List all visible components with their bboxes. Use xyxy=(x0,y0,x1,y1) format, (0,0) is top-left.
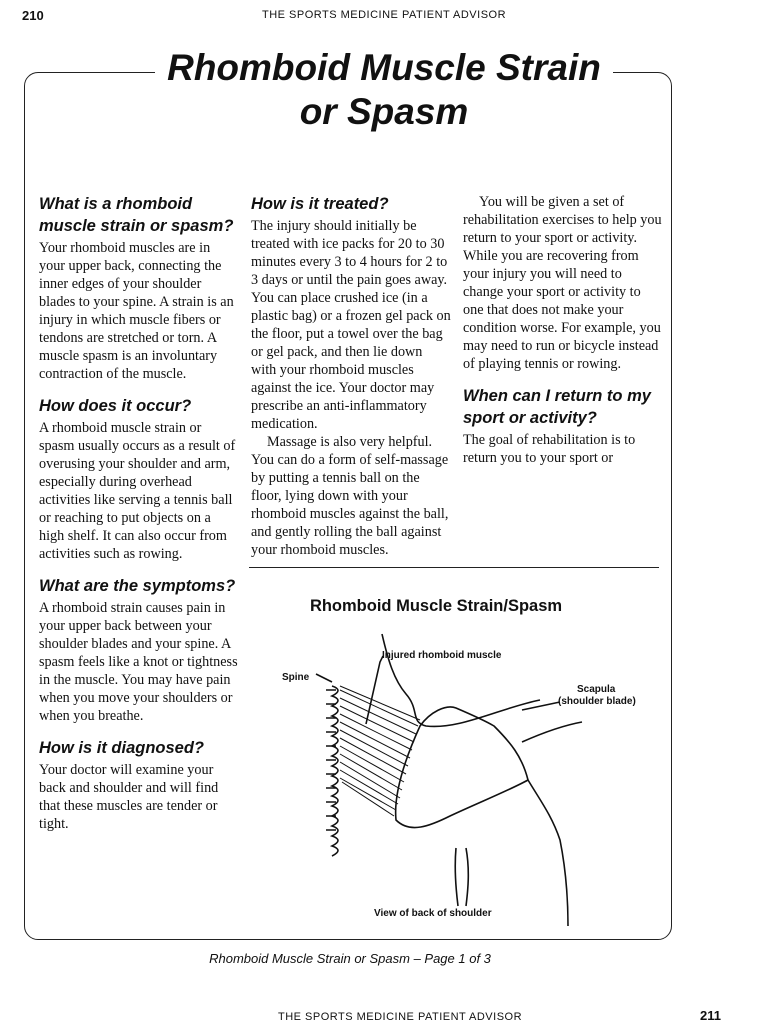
label-scapula: Scapula xyxy=(577,684,616,695)
title-line-1: Rhomboid Muscle Strain xyxy=(155,47,613,88)
column-1 xyxy=(39,193,239,833)
body-treated-2: Massage is also very helpful. You can do a form of self-massage by putting a tennis ball on the floor, lying down with your rhomboid muscles against the ball, and gently rolling the ball against your rhomboid muscles. xyxy=(251,434,449,558)
body-treated-1: The injury should initially be treated with ice packs for 20 to 30 minutes every 3 to 4 hours for 2 to 3 days or until the pain goes away. You can place crushed ice (in a plastic bag) or a frozen gel pack on the floor, put a towel over the bag or gel pack, and then lie down with your rhomboid muscles against the ice. Your doctor may prescribe an anti-inflammatory medication. xyxy=(251,218,451,432)
heading-how-treated: How is it treated? xyxy=(251,195,389,213)
figure-divider xyxy=(249,567,659,568)
label-spine: Spine xyxy=(282,672,310,683)
body-treated-3: You will be given a set of rehabilitation exercises to help you return to your sport or activity. While you are recovering from your injury you will need to change your sport or activity to one that does not make your condition worse. For example, you may need to run or bicycle instead of playing tennis or rowing. xyxy=(463,194,662,372)
heading-diagnosed: How is it diagnosed? xyxy=(39,739,205,757)
body-what-is: Your rhomboid muscles are in your upper back, connecting the inner edges of your shoulder blades to your spine. A strain is an injury in which muscle fibers or tendons are stretched or torn. A muscle spasm is an involuntary contraction of the muscle. xyxy=(39,240,234,382)
humerus xyxy=(528,780,568,926)
rhomboid-fibers xyxy=(340,686,420,816)
running-head-bottom: THE SPORTS MEDICINE PATIENT ADVISOR xyxy=(277,1011,523,1023)
page-number-bottom: 211 xyxy=(700,1008,721,1023)
body-symptoms: A rhomboid strain causes pain in your upper back between your shoulder blades and your spine. A spasm feels like a knot or tightness in the muscle. You may have pain when you move your shoulders or when you breathe. xyxy=(39,600,238,724)
heading-return: When can I return to my sport or activity? xyxy=(463,387,651,427)
heading-symptoms: What are the symptoms? xyxy=(39,577,236,595)
column-3 xyxy=(463,193,663,467)
shoulder-illustration xyxy=(270,630,660,930)
label-injured-muscle: Injured rhomboid muscle xyxy=(382,650,502,661)
body-diagnosed: Your doctor will examine your back and shoulder and will find that these muscles are tender or tight. xyxy=(39,762,219,832)
body-return: The goal of rehabilitation is to return you to your sport or xyxy=(463,432,636,466)
page-title xyxy=(0,46,768,134)
page-caption: Rhomboid Muscle Strain or Spasm – Page 1 of 3 xyxy=(209,951,491,966)
heading-how-occur: How does it occur? xyxy=(39,397,192,415)
label-scapula-sub: (shoulder blade) xyxy=(558,696,636,707)
heading-what-is: What is a rhomboid muscle strain or spasm? xyxy=(39,195,234,235)
spine-vertebrae xyxy=(326,686,338,856)
spine-leader-line xyxy=(316,674,332,682)
body-how-occur: A rhomboid muscle strain or spasm usually occurs as a result of overusing your shoulder and arm, especially during overhead activities like serving a tennis ball or reaching to put objects on a high shelf. It can also occur from activities such as rowing. xyxy=(39,420,236,562)
running-head-top: THE SPORTS MEDICINE PATIENT ADVISOR xyxy=(261,9,507,21)
back-outline xyxy=(382,634,540,726)
arm-bone xyxy=(455,848,468,906)
column-2 xyxy=(251,193,451,559)
figure-title: Rhomboid Muscle Strain/Spasm xyxy=(309,597,563,615)
page-number-top: 210 xyxy=(22,8,44,23)
title-line-2: or Spasm xyxy=(288,91,481,132)
label-view: View of back of shoulder xyxy=(374,908,492,919)
